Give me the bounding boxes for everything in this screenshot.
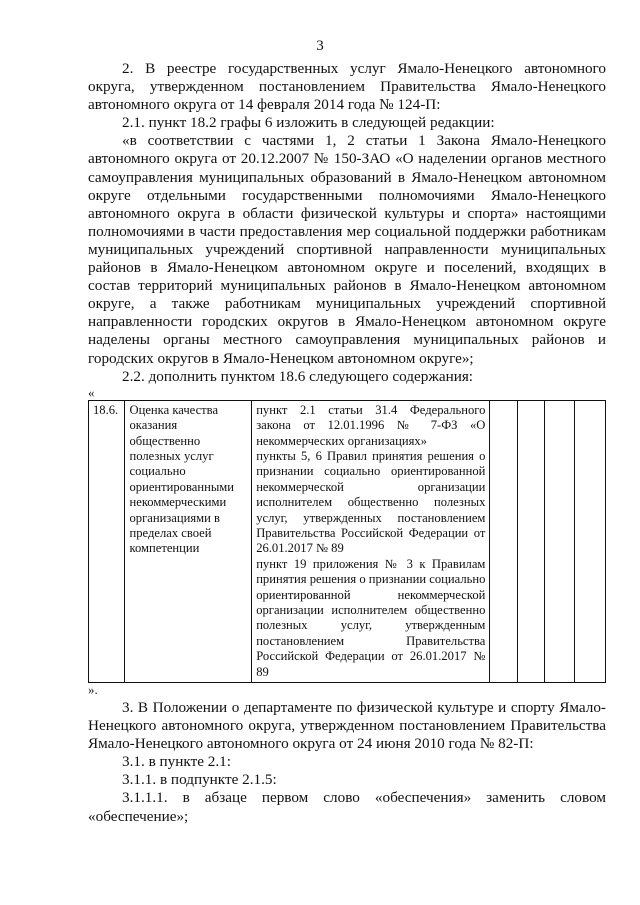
registry-table	[88, 400, 606, 683]
cell-service-name: Оценка качества оказания общественно полезных услуг социально ориентированными некоммерческими организациями в пределах своей компетенции	[125, 400, 252, 682]
basis-item: пункт 19 приложения № 3 к Правилам принятия решения о признании социально ориентированной некоммерческой организации исполнителем общественно полезных услуг, утвержденным постановлением Правительства Российской Федерации от 26.01.2017 № 89	[256, 556, 486, 679]
table-row	[89, 400, 606, 682]
paragraph-2: 2. В реестре государственных услуг Ямало-Ненецкого автономного округа, утвержденном постановлением Правительства Ямало-Ненецкого автономного округа от 14 февраля 2014 года № 124-П:	[88, 60, 606, 114]
table-close-quote: ».	[88, 682, 98, 697]
paragraph-3: 3. В Положении о департаменте по физической культуре и спорту Ямало-Ненецкого автономного округа, утвержденном постановлением Правительства Ямало-Ненецкого автономного округа от 24 июня 2010 года № 82-П:	[88, 699, 606, 753]
cell-legal-basis	[252, 400, 490, 682]
cell-empty	[545, 400, 574, 682]
basis-item: пункт 2.1 статьи 31.4 Федерального закона от 12.01.1996 № 7-ФЗ «О некоммерческих организациях»	[256, 402, 486, 448]
cell-empty	[517, 400, 544, 682]
paragraph-3-1-1: 3.1.1. в подпункте 2.1.5:	[122, 771, 277, 789]
paragraph-3-1: 3.1. в пункте 2.1:	[122, 753, 231, 771]
document-body	[88, 60, 606, 826]
cell-empty	[574, 400, 605, 682]
paragraph-quote-18-2: «в соответствии с частями 1, 2 статьи 1 Закона Ямало-Ненецкого автономного округа от 20.12.2007 № 150-ЗАО «О наделении органов местного самоуправления муниципальных образований в Ямало-Ненецком автономном округе отдельными государственными полномочиями Ямало-Ненецкого автономного округа в области физической культуры и спорта» настоящими полномочиями в части предоставления мер социальной поддержки работникам муниципальных учреждений спортивной направленности муниципальных районов в Ямало-Ненецком автономном округе и поселений, входящих в состав территорий муниципальных районов в Ямало-Ненецком автономном округе, а также работникам муниципальных учреждений спортивной направленности городских округов в Ямало-Ненецком автономном округе наделены органы местного самоуправления муниципальных районов и городских округов в Ямало-Ненецком автономном округе»;	[88, 132, 606, 367]
cell-number: 18.6.	[89, 400, 125, 682]
cell-empty	[490, 400, 517, 682]
paragraph-2-1: 2.1. пункт 18.2 графы 6 изложить в следующей редакции:	[122, 114, 495, 132]
basis-item: пункты 5, 6 Правил принятия решения о признании социально ориентированной некоммерческой организации исполнителем общественно полезных услуг, утвержденных постановлением Правительства Российской Федерации от 26.01.2017 № 89	[256, 448, 486, 556]
paragraph-3-1-1-1: 3.1.1.1. в абзаце первом слово «обеспечения» заменить словом «обеспечение»;	[88, 789, 606, 825]
table-open-quote: «	[88, 384, 95, 400]
paragraph-2-2: 2.2. дополнить пунктом 18.6 следующего содержания:	[122, 367, 474, 385]
page-number: 3	[316, 38, 324, 54]
